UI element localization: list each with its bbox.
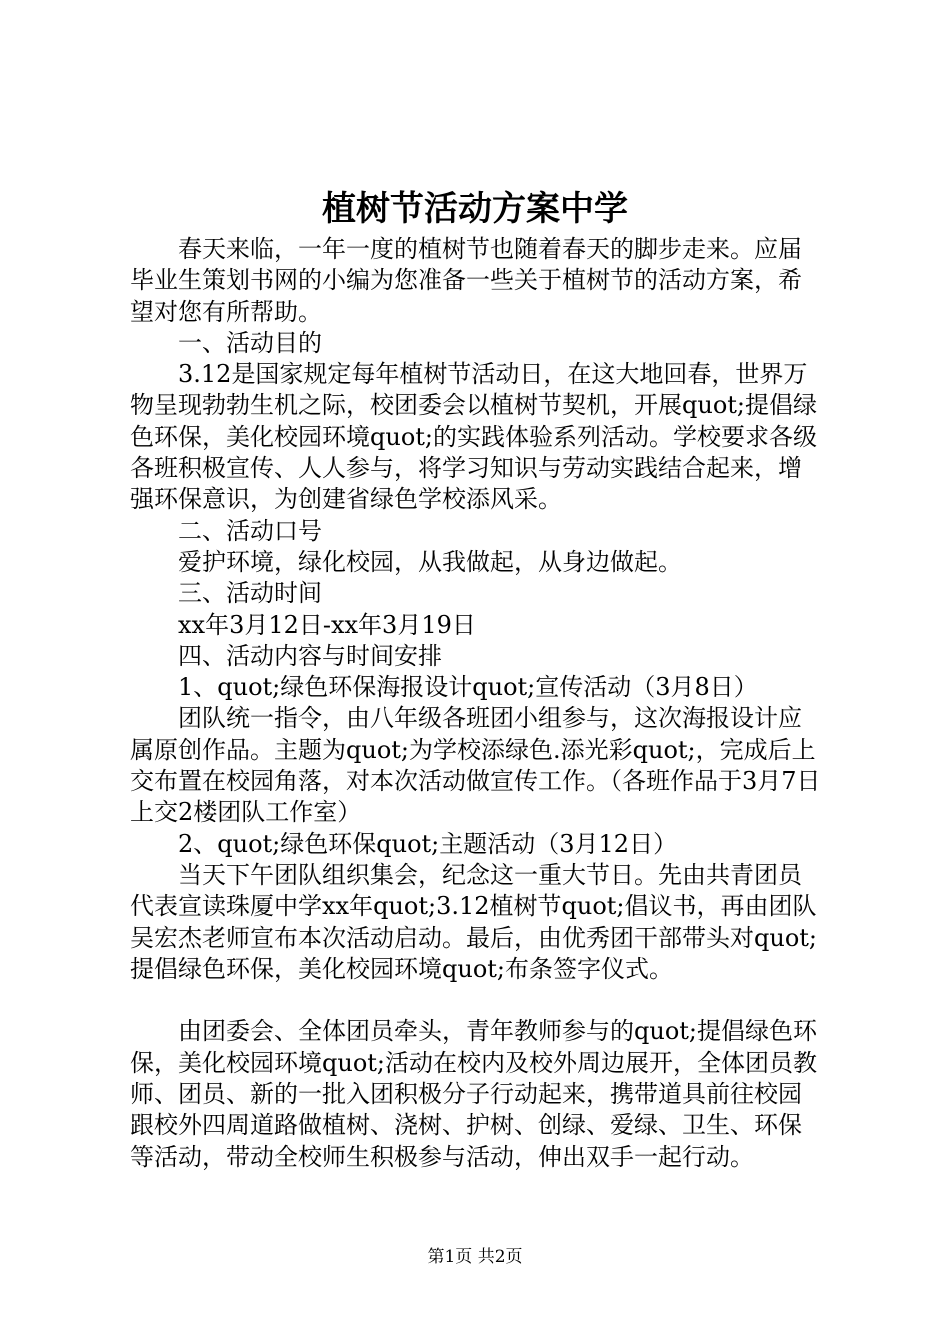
section-heading-purpose: 一、活动目的 (178, 328, 322, 357)
time-paragraph: xx年3月12日-xx年3月19日 (178, 610, 476, 639)
document-body (130, 234, 825, 1173)
document-title: 植树节活动方案中学 (322, 189, 628, 229)
page-number-footer: 第1页 共2页 (427, 1247, 523, 1267)
activity-paragraph: 由团委会、全体团员牵头，青年教师参与的quot;提倡绿色环保，美化校园环境quot;活动在校内及校外周边展开，全体团员教师、团员、新的一批入团积极分子行动起来，携带道具前往校园跟校外四周道路做植树、浇树、护树、创绿、爱绿、卫生、环保等活动，带动全校师生积极参与活动，伸出双手一起行动。 (130, 1017, 817, 1171)
theme-paragraph: 当天下午团队组织集会，纪念这一重大节日。先由共青团员代表宣读珠厦中学xx年quot;3.12植树节quot;倡议书，再由团队吴宏杰老师宣布本次活动启动。最后，由优秀团干部带头对quot;提倡绿色环保，美化校园环境quot;布条签字仪式。 (130, 860, 817, 983)
poster-paragraph: 团队统一指令，由八年级各班团小组参与，这次海报设计应属原创作品。主题为quot;为学校添绿色.添光彩quot;，完成后上交布置在校园角落，对本次活动做宣传工作。（各班作品于3月7日上交2楼团队工作室） (130, 704, 821, 827)
section-heading-time: 三、活动时间 (178, 579, 322, 608)
blank-line (130, 985, 825, 1016)
section-heading-slogan: 二、活动口号 (178, 516, 322, 545)
intro-paragraph: 春天来临，一年一度的植树节也随着春天的脚步走来。应届毕业生策划书网的小编为您准备一些关于植树节的活动方案，希望对您有所帮助。 (130, 235, 802, 326)
item-heading-theme: 2、quot;绿色环保quot;主题活动（3月12日） (178, 829, 678, 858)
item-heading-poster: 1、quot;绿色环保海报设计quot;宣传活动（3月8日） (178, 673, 758, 702)
slogan-paragraph: 爱护环境，绿化校园，从我做起，从身边做起。 (178, 547, 682, 576)
section-heading-content: 四、活动内容与时间安排 (178, 641, 442, 670)
purpose-paragraph: 3.12是国家规定每年植树节活动日，在这大地回春，世界万物呈现勃勃生机之际，校团委会以植树节契机，开展quot;提倡绿色环保，美化校园环境quot;的实践体验系列活动。学校要求各级各班积极宣传、人人参与，将学习知识与劳动实践结合起来，增强环保意识，为创建省绿色学校添风采。 (130, 360, 817, 514)
